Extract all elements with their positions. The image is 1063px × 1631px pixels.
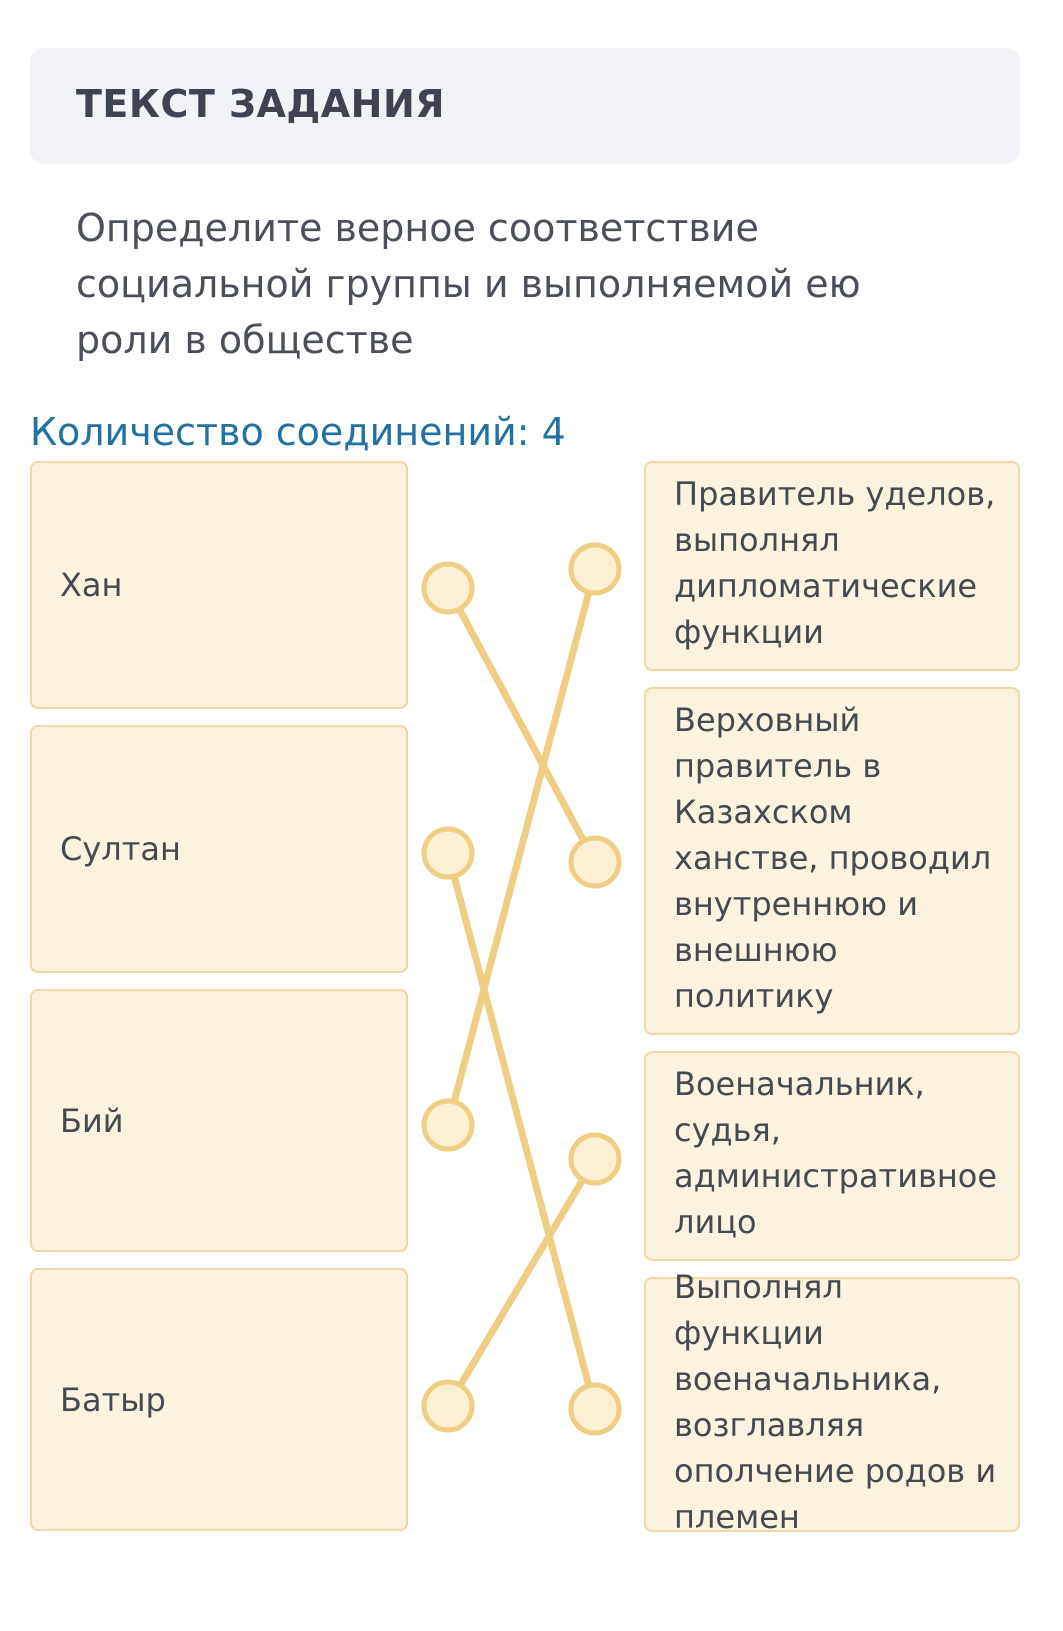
left-item-label: Батыр [60, 1380, 166, 1419]
left-item-label: Бий [60, 1101, 124, 1140]
task-header-title: ТЕКСТ ЗАДАНИЯ [76, 82, 446, 126]
right-item-supreme-ruler[interactable] [644, 687, 1020, 1035]
right-connector-dot[interactable] [571, 1135, 619, 1183]
link-batyr-judge [448, 1159, 595, 1406]
left-item-biy[interactable] [30, 989, 408, 1252]
question-text: Определите верное соответствие социальной группы и выполняемой ею роли в обществе [76, 206, 861, 362]
link-khan-supreme [448, 588, 595, 862]
left-connector-dot[interactable] [424, 829, 472, 877]
left-item-sultan[interactable] [30, 725, 408, 973]
right-item-military-leader[interactable] [644, 1267, 1020, 1536]
right-connector-dot[interactable] [571, 545, 619, 593]
left-connector-dot[interactable] [424, 1382, 472, 1430]
right-item-label: Военачальник, судья, административное лицо [674, 1065, 998, 1241]
right-connector-dot[interactable] [571, 838, 619, 886]
left-item-label: Султан [60, 830, 181, 868]
left-item-label: Хан [60, 566, 123, 604]
right-item-label: Правитель уделов, выполнял дипломатические функции [674, 475, 996, 651]
left-connector-dot[interactable] [424, 1101, 472, 1149]
right-connector-dot[interactable] [571, 1385, 619, 1433]
connections-count: Количество соединений: 4 [30, 410, 566, 454]
left-item-batyr[interactable] [30, 1268, 408, 1531]
right-item-judge[interactable] [644, 1051, 1020, 1261]
task-header [30, 48, 1020, 164]
right-item-udel-ruler[interactable] [644, 461, 1020, 671]
right-item-label: Выполнял функции военачальника, возглавляя ополчение родов и племен [674, 1267, 997, 1536]
left-item-khan[interactable] [30, 461, 408, 709]
left-connector-dot[interactable] [424, 564, 472, 612]
right-item-label: Верховный правитель в Казахском ханстве, проводил внутреннюю и внешнюю политику [674, 701, 992, 1015]
